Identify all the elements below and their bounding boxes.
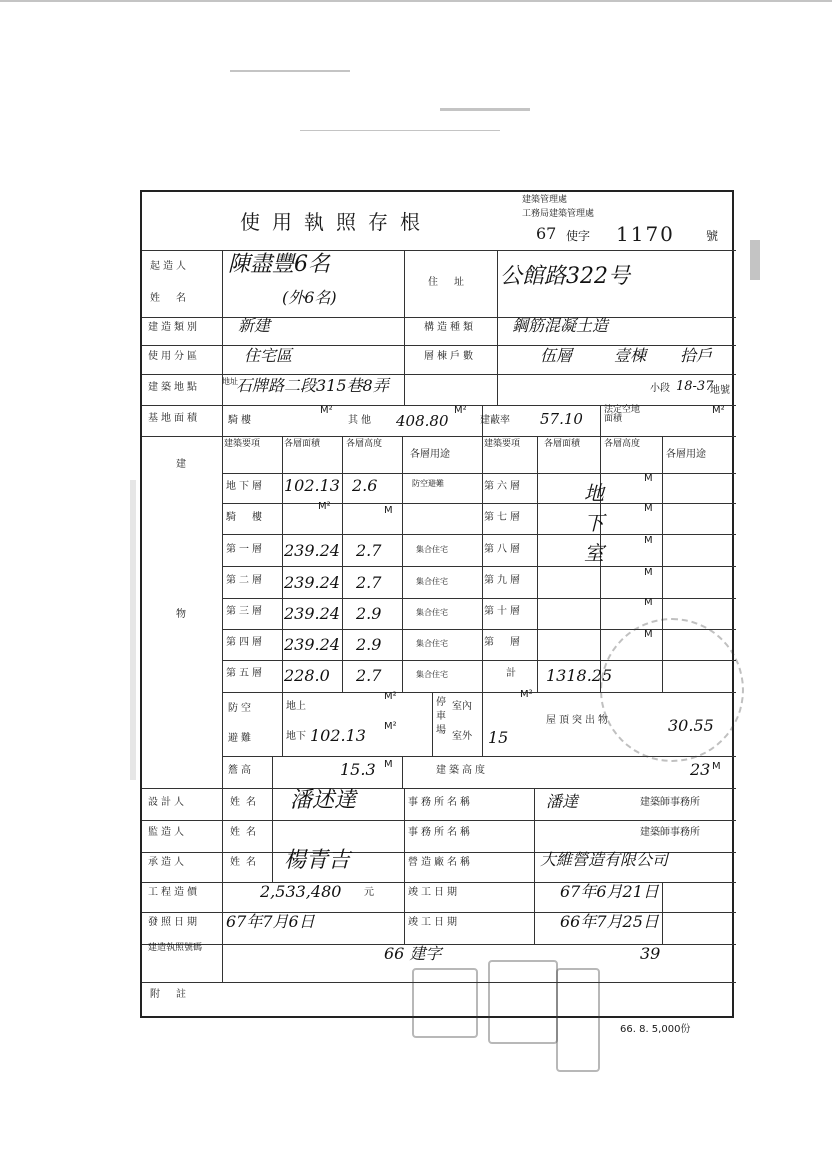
floor-area: 239.24 xyxy=(284,573,340,592)
scan-edge-mark xyxy=(750,240,760,280)
basement-note: 地下室 xyxy=(584,481,604,565)
floor-area: 228.0 xyxy=(284,666,330,685)
floor-name: 騎 樓 xyxy=(226,512,265,523)
floor-height: 2.6 xyxy=(352,476,378,495)
floor-name: 第四層 xyxy=(226,637,265,648)
contractor-name-label: 姓名 xyxy=(230,857,262,868)
year-prefix: 67 xyxy=(536,224,557,243)
floor-name: 第五層 xyxy=(226,668,265,679)
arcade-unit: M² xyxy=(320,405,333,416)
completion-date-label: 竣工日期 xyxy=(408,917,460,928)
cost-value: 2,533,480 xyxy=(260,882,342,901)
building-type-value: 新建 xyxy=(238,316,271,335)
small-section-label: 小段 xyxy=(650,383,670,394)
floor-name-right: 第七層 xyxy=(484,512,523,523)
parking-label: 停車場 xyxy=(436,697,446,736)
building-type-label: 建造類別 xyxy=(148,322,200,333)
floor-use: 集合住宅 xyxy=(416,639,448,648)
print-footer: 66. 8. 5,000份 xyxy=(620,1024,691,1035)
permit-no-value: 39 xyxy=(640,944,661,963)
floor-name: 第三層 xyxy=(226,606,265,617)
permit-text: 66 建字 xyxy=(384,944,442,963)
applicant-name: 陳盡豐6名 xyxy=(228,252,330,277)
col-header-area-right: 各層面積 xyxy=(544,439,581,449)
roof-label: 屋頂突出物 xyxy=(546,715,611,726)
object-label: 物 xyxy=(176,609,189,620)
eave-height-value: 15.3 xyxy=(340,760,376,779)
building-height-label: 建築高度 xyxy=(436,765,488,776)
floors-value: 伍層 xyxy=(540,346,573,365)
address-label: 住 址 xyxy=(428,277,467,288)
right-unit: M xyxy=(644,597,653,608)
floor-name: 第二層 xyxy=(226,575,265,586)
seal-stamp xyxy=(412,968,478,1038)
scan-smudge xyxy=(230,70,350,72)
legal-open-unit: M² xyxy=(712,405,725,416)
below-value: 102.13 xyxy=(310,726,366,745)
floor-area: 239.24 xyxy=(284,604,340,623)
floor-name: 第一層 xyxy=(226,544,265,555)
start-date-value: 67年6月21日 xyxy=(560,882,659,901)
building-height-unit: M xyxy=(712,761,721,772)
small-section-value: 18-37 xyxy=(676,379,714,394)
designer-firm: 潘達 xyxy=(546,792,579,811)
designer-label: 設計人 xyxy=(148,797,187,808)
office-line-1: 建築管理處 xyxy=(522,195,568,205)
floor-use: 集合住宅 xyxy=(416,670,448,679)
oval-seal xyxy=(600,618,744,762)
cert-number: 1170 xyxy=(616,222,675,246)
supervisor-name-label: 姓名 xyxy=(230,827,262,838)
site-prefix: 地址 xyxy=(222,377,238,386)
building-height-value: 23 xyxy=(690,760,711,779)
site-location-label: 建築地點 xyxy=(148,382,200,393)
supervisor-label: 監造人 xyxy=(148,827,187,838)
scan-edge xyxy=(0,0,832,2)
other-unit: M² xyxy=(454,405,467,416)
above-label: 地上 xyxy=(286,701,306,712)
right-unit: M xyxy=(644,567,653,578)
civil-defense-label: 防空 xyxy=(228,703,254,714)
right-unit: M xyxy=(644,535,653,546)
roof-value: 30.55 xyxy=(668,716,714,735)
site-value: 石牌路二段315巷8弄 xyxy=(236,376,389,395)
supervisor-firm-label: 事務所名稱 xyxy=(408,827,473,838)
cert-word: 使字 xyxy=(566,229,591,243)
eave-unit: M xyxy=(384,759,393,770)
floor-name-right: 第八層 xyxy=(484,544,523,555)
eave-height-label: 簷高 xyxy=(228,765,254,776)
col-header-height-right: 各層高度 xyxy=(604,439,641,449)
start-date-label: 竣工日期 xyxy=(408,887,460,898)
site-area-label: 基地面積 xyxy=(148,413,200,424)
legal-open-space-label: 法定空地面積 xyxy=(604,405,641,424)
applicant-label: 起造人 xyxy=(150,261,189,272)
office-line-2: 工務局建築管理處 xyxy=(522,209,595,219)
floors-units-label: 層棟戶數 xyxy=(424,351,476,362)
land-no-label: 地號 xyxy=(710,385,730,396)
form-title: 使用執照存根 xyxy=(240,210,432,234)
issue-date-value: 67年7月6日 xyxy=(226,912,315,931)
floor-height: 2.7 xyxy=(356,541,382,560)
structure-type-value: 鋼筋混凝土造 xyxy=(512,316,609,335)
seal-stamp xyxy=(488,960,558,1044)
total-label: 計 xyxy=(506,668,519,679)
address-value: 公館路322号 xyxy=(500,264,630,289)
floor-area: 102.13 xyxy=(284,476,340,495)
col-header-use-right: 各層用途 xyxy=(666,449,706,460)
col-header-height: 各層高度 xyxy=(346,439,383,449)
floor-name-right: 第 層 xyxy=(484,637,523,648)
right-unit: M xyxy=(644,473,653,484)
cert-suffix: 號 xyxy=(706,229,719,243)
above-unit: M² xyxy=(384,691,397,702)
right-unit: M xyxy=(644,503,653,514)
other-label: 其他 xyxy=(348,415,374,426)
designer-firm-label: 事務所名稱 xyxy=(408,797,473,808)
remarks-label: 附 註 xyxy=(150,989,189,1000)
buildings-value: 壹棟 xyxy=(614,346,647,365)
floor-name-right: 第六層 xyxy=(484,481,523,492)
zone-label: 使用分區 xyxy=(148,351,200,362)
floor-use: 集合住宅 xyxy=(416,577,448,586)
coverage-value: 57.10 xyxy=(540,410,583,428)
contractor-firm: 大維營造有限公司 xyxy=(540,850,669,869)
contractor-label: 承造人 xyxy=(148,857,187,868)
col-header-area: 各層面積 xyxy=(284,439,321,449)
scan-smudge xyxy=(440,108,530,111)
scan-edge-mark xyxy=(130,480,136,780)
permit-no-label: 建造執照號碼 xyxy=(148,943,203,953)
floor-use: 集合住宅 xyxy=(416,608,448,617)
floor-height-unit: M xyxy=(384,505,393,516)
coverage-label: 建蔽率 xyxy=(480,415,510,426)
below-unit: M² xyxy=(384,721,397,732)
floor-name-right: 第十層 xyxy=(484,606,523,617)
floor-use: 防空避難 xyxy=(412,479,444,488)
completion-date-value: 66年7月25日 xyxy=(560,912,659,931)
evacuation-label: 避難 xyxy=(228,733,254,744)
structure-type-label: 構造種類 xyxy=(424,322,476,333)
indoor-label: 室內 xyxy=(452,701,472,712)
outdoor-value: 15 xyxy=(488,728,509,747)
below-label: 地下 xyxy=(286,731,306,742)
outdoor-label: 室外 xyxy=(452,731,472,742)
building-label: 建 xyxy=(176,459,189,470)
col-header-floor-right: 建築要項 xyxy=(484,439,521,449)
other-area-value: 408.80 xyxy=(396,412,449,430)
seal-stamp xyxy=(556,968,600,1072)
architect-suffix: 建築師事務所 xyxy=(640,827,700,838)
applicant-alias: (外6名) xyxy=(282,288,337,307)
floor-name-right: 第九層 xyxy=(484,575,523,586)
issue-date-label: 發照日期 xyxy=(148,917,200,928)
floor-height: 2.9 xyxy=(356,604,382,623)
cost-label: 工程造價 xyxy=(148,887,200,898)
units-value: 拾戶 xyxy=(680,346,713,365)
floor-area: 239.24 xyxy=(284,635,340,654)
designer-name: 潘述達 xyxy=(290,788,357,813)
col-header-use: 各層用途 xyxy=(410,449,450,460)
floor-use: 集合住宅 xyxy=(416,545,448,554)
indoor-unit: M² xyxy=(520,689,533,700)
designer-name-label: 姓名 xyxy=(230,797,262,808)
applicant-name-label: 姓 名 xyxy=(150,293,189,304)
right-unit: M xyxy=(644,629,653,640)
zone-value: 住宅區 xyxy=(244,346,293,365)
arcade-label: 騎樓 xyxy=(228,415,254,426)
architect-suffix: 建築師事務所 xyxy=(640,797,700,808)
floor-area-unit: M² xyxy=(318,501,331,512)
floor-name: 地下層 xyxy=(226,481,265,492)
floor-area: 239.24 xyxy=(284,541,340,560)
scan-smudge xyxy=(300,130,500,131)
floor-height: 2.7 xyxy=(356,573,382,592)
floor-height: 2.9 xyxy=(356,635,382,654)
total-area-value: 1318.25 xyxy=(546,666,613,685)
contractor-firm-label: 營造廠名稱 xyxy=(408,857,473,868)
col-header-floor: 建築要項 xyxy=(224,439,261,449)
cost-unit: 元 xyxy=(364,887,374,898)
contractor-name: 楊青吉 xyxy=(284,848,351,873)
floor-height: 2.7 xyxy=(356,666,382,685)
